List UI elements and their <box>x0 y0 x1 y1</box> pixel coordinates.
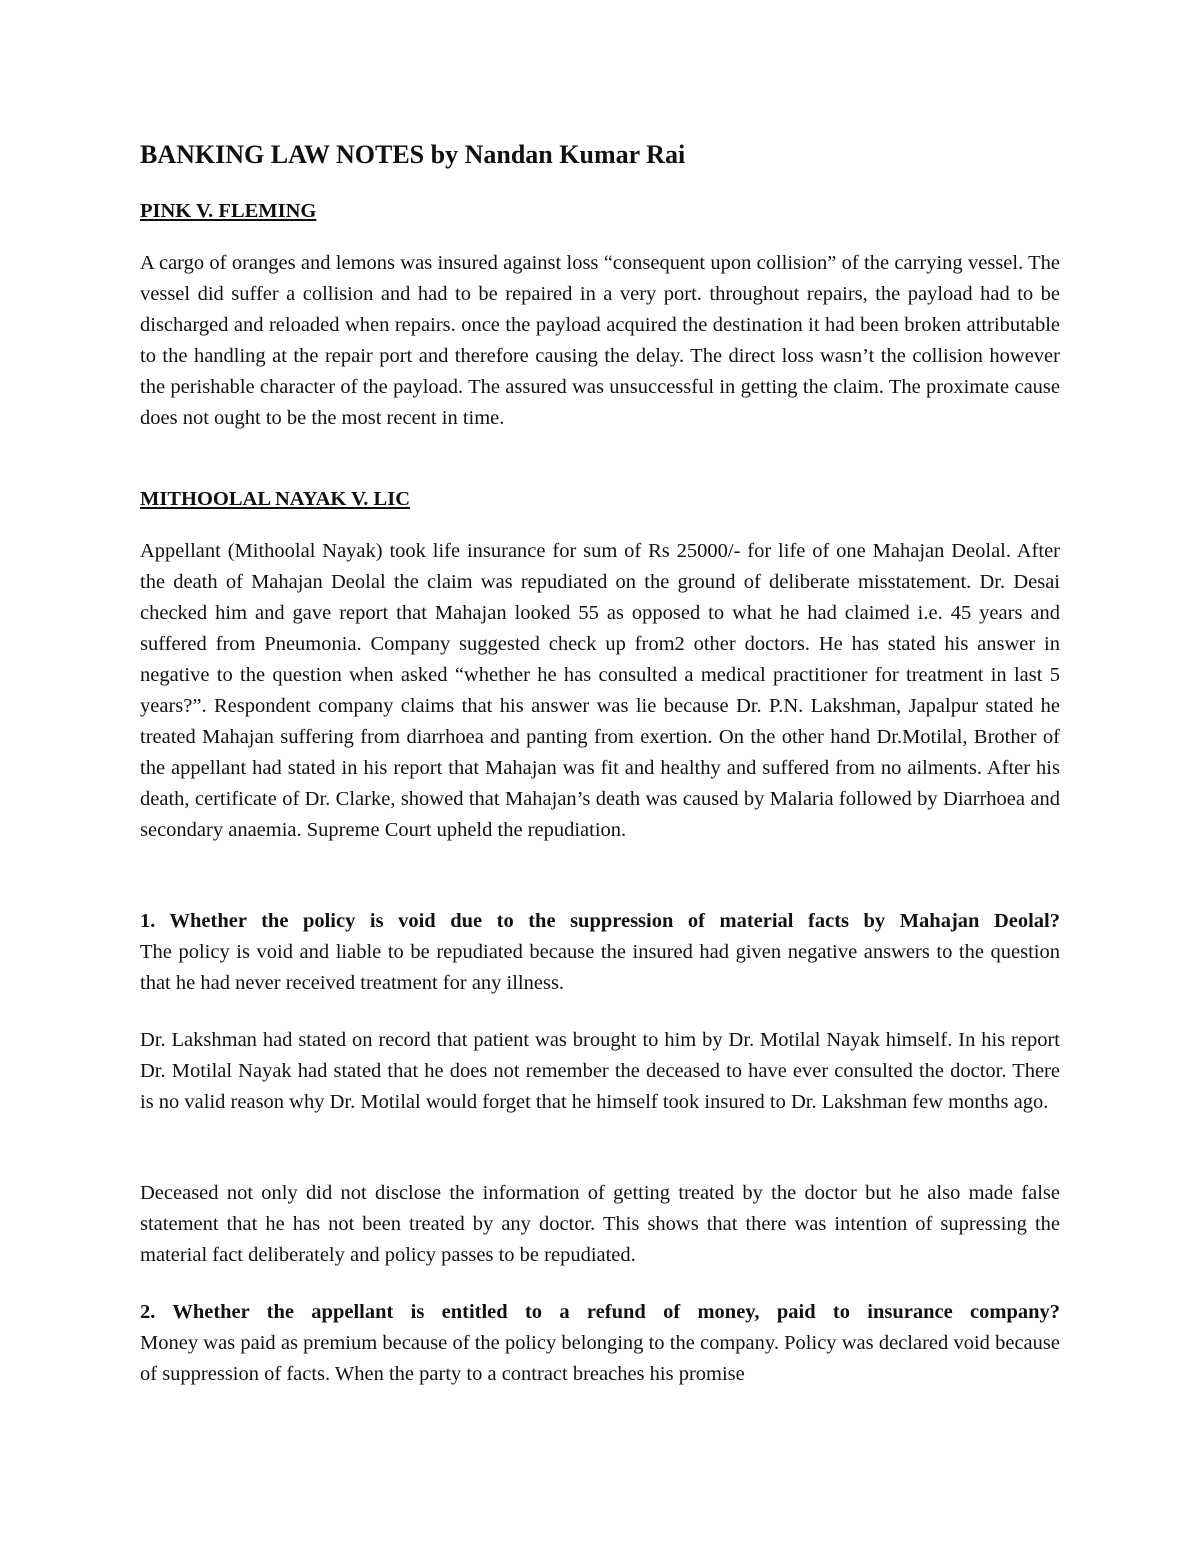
question-block-1 <box>140 906 1060 999</box>
document-title: BANKING LAW NOTES by Nandan Kumar Rai <box>140 140 686 169</box>
question-2-heading: 2. Whether the appellant is entitled to a refund of money, paid to insurance company? <box>140 1301 1060 1323</box>
question-1-heading: 1. Whether the policy is void due to the suppression of material facts by Mahajan Deolal? <box>140 910 1060 932</box>
question-2-answer: Money was paid as premium because of the policy belonging to the company. Policy was declared void because of suppression of facts. When the party to a contract breaches his promise <box>140 1332 1060 1385</box>
question-block-2 <box>140 1297 1060 1390</box>
case-heading-mithoolal-nayak-v-lic: MITHOOLAL NAYAK V. LIC <box>140 488 411 510</box>
case-heading-pink-v-fleming: PINK V. FLEMING <box>140 200 317 222</box>
case-body-mithoolal-nayak-v-lic: Appellant (Mithoolal Nayak) took life insurance for sum of Rs 25000/- for life of one Mahajan Deolal. After the death of Mahajan Deolal the claim was repudiated on the ground of deliberate misstatement. Dr. Desai checked him and gave report that Mahajan looked 55 as opposed to what he had claimed i.e. 45 years and suffered from Pneumonia. Company suggested check up from2 other doctors. He has stated his answer in negative to the question when asked “whether he has consulted a medical practitioner for treatment in last 5 years?”. Respondent company claims that his answer was lie because Dr. P.N. Lakshman, Japalpur stated he treated Mahajan suffering from diarrhoea and panting from exertion. On the other hand Dr.Motilal, Brother of the appellant had stated in his report that Mahajan was fit and healthy and suffered from no ailments. After his death, certificate of Dr. Clarke, showed that Mahajan’s death was caused by Malaria followed by Diarrhoea and secondary anaemia. Supreme Court upheld the repudiation. <box>140 540 1060 841</box>
paragraph-deceased: Deceased not only did not disclose the information of getting treated by the doctor but he also made false statement that he has not been treated by any doctor. This shows that there was intention of supressing the material fact deliberately and policy passes to be repudiated. <box>140 1182 1060 1266</box>
question-1-answer: The policy is void and liable to be repudiated because the insured had given negative answers to the question that he had never received treatment for any illness. <box>140 941 1060 994</box>
case-body-pink-v-fleming: A cargo of oranges and lemons was insured against loss “consequent upon collision” of the carrying vessel. The vessel did suffer a collision and had to be repaired in a very port. throughout repairs, the payload had to be discharged and reloaded when repairs. once the payload acquired the destination it had been broken attributable to the handling at the repair port and therefore causing the delay. The direct loss wasn’t the collision however the perishable character of the payload. The assured was unsuccessful in getting the claim. The proximate cause does not ought to be the most recent in time. <box>140 252 1060 429</box>
paragraph-lakshman: Dr. Lakshman had stated on record that patient was brought to him by Dr. Motilal Nayak himself. In his report Dr. Motilal Nayak had stated that he does not remember the deceased to have ever consulted the doctor. There is no valid reason why Dr. Motilal would forget that he himself took insured to Dr. Lakshman few months ago. <box>140 1029 1060 1113</box>
